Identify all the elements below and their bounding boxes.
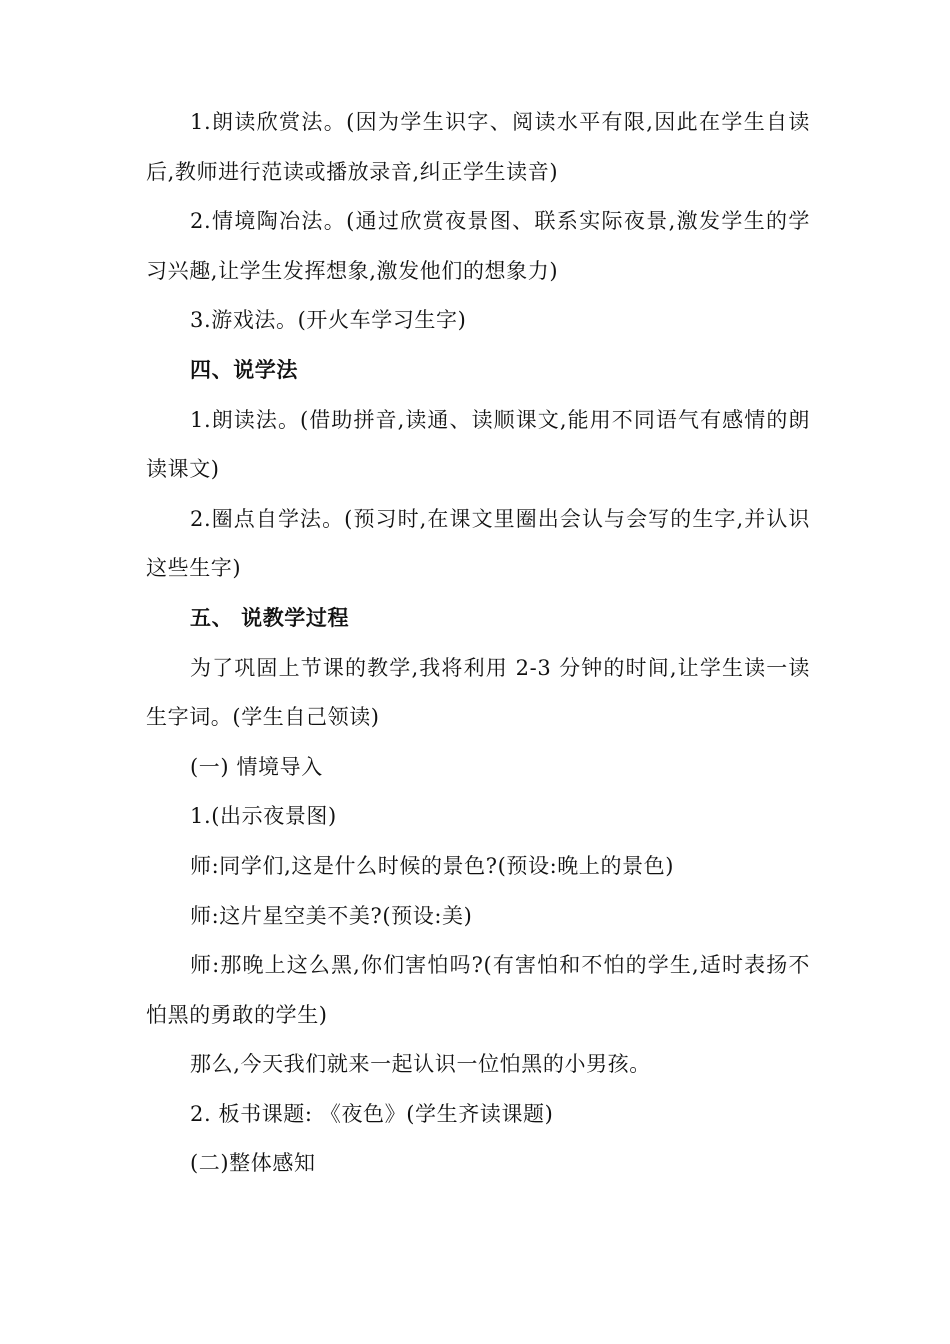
paragraph-teacher-question-1: 师:同学们,这是什么时候的景色?(预设:晚上的景色): [190, 853, 675, 878]
paragraph-reading-appreciation: 1.朗读欣赏法。(因为学生识字、阅读水平有限,因此在学生自读后,教师进行范读或播放录音,纠正学生读音): [146, 110, 810, 184]
paragraph-self-study-method: 2.圈点自学法。(预习时,在课文里圈出会认与会写的生字,并认识这些生字): [146, 506, 810, 581]
section-heading-teaching-process: 五、 说教学过程: [190, 605, 350, 630]
subheading-overall-perception: (二)整体感知: [190, 1151, 316, 1176]
paragraph-situation-method: 2.情境陶冶法。(通过欣赏夜景图、联系实际夜景,激发学生的学习兴趣,让学生发挥想象,激发他们的想象力): [146, 209, 810, 283]
paragraph-board-title: 2. 板书课题: 《夜色》(学生齐读课题): [190, 1101, 554, 1126]
subheading-situation-intro: (一) 情境导入: [190, 754, 323, 779]
paragraph-teacher-question-2: 师:这片星空美不美?(预设:美): [190, 903, 473, 928]
paragraph-introduce-boy: 那么,今天我们就来一起认识一位怕黑的小男孩。: [190, 1052, 651, 1077]
document-body: [146, 98, 810, 1189]
section-heading-study-methods: 四、说学法: [190, 357, 298, 382]
paragraph-game-method: 3.游戏法。(开火车学习生字): [190, 308, 467, 333]
paragraph-show-night-image: 1.(出示夜景图): [190, 804, 337, 829]
paragraph-teacher-question-3: 师:那晚上这么黑,你们害怕吗?(有害怕和不怕的学生,适时表扬不怕黑的勇敢的学生): [146, 953, 810, 1027]
paragraph-review: 为了巩固上节课的教学,我将利用 2-3 分钟的时间,让学生读一读生字词。(学生自己领读): [146, 655, 810, 730]
paragraph-reading-method: 1.朗读法。(借助拼音,读通、读顺课文,能用不同语气有感情的朗读课文): [146, 407, 810, 482]
